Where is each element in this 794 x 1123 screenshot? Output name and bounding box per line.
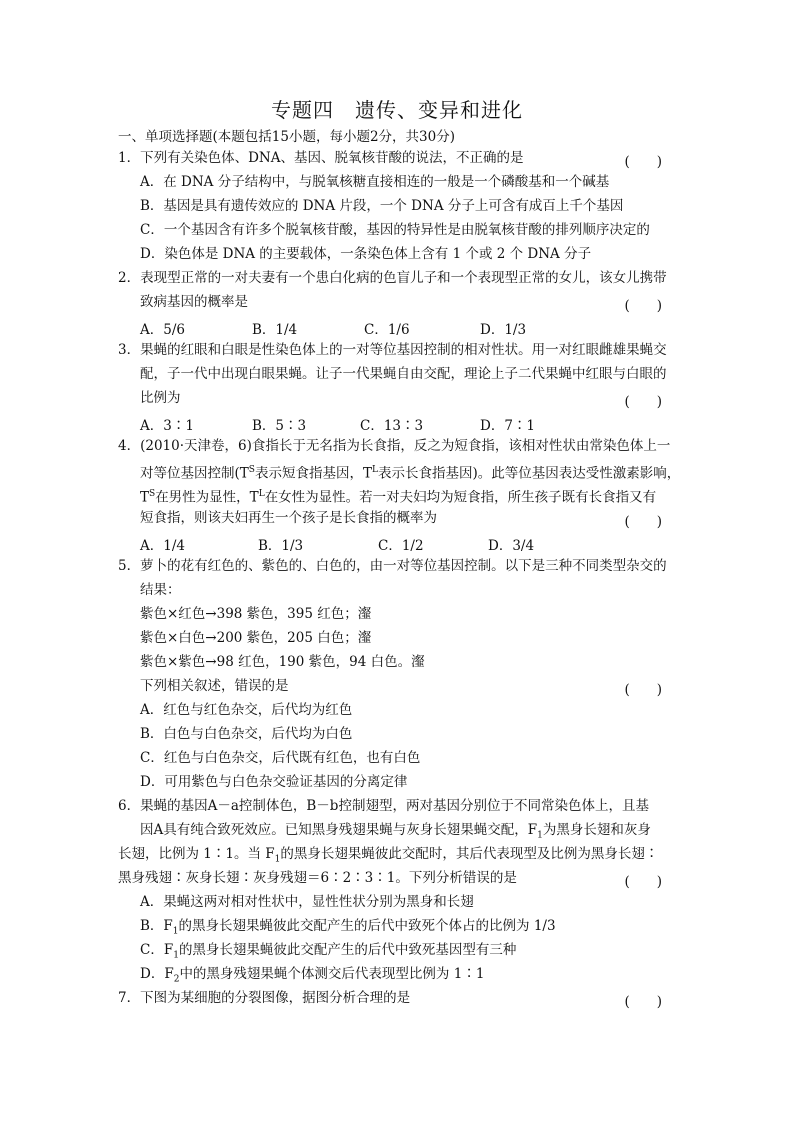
q3-stem-line2: 配，子一代中出现白眼果蝇。让子一代果蝇自由交配，理论上子二代果蝇中红眼与白眼的 <box>140 366 667 382</box>
q4-option-a: A．1/4 <box>140 538 185 554</box>
q5-cross-2 <box>140 630 371 646</box>
q4-answer-paren: ( ) <box>624 514 662 530</box>
q5-option-c: C．红色与白色杂交，后代既有红色，也有白色 <box>140 750 421 766</box>
q5-cross-3-text: 紫色×紫色→98 红色，190 紫色，94 白色。 <box>140 654 412 670</box>
q6-stem-line2-part1: 因A具有纯合致死效应。已知黑身残翅果蝇与灰身长翅果蝇交配，F <box>140 822 538 838</box>
q1-stem: 1．下列有关染色体、DNA、基因、脱氧核苷酸的说法，不正确的是 <box>118 150 524 166</box>
q6-option-d <box>140 966 484 988</box>
q2-stem-line1: 2．表现型正常的一对夫妻有一个患白化病的色盲儿子和一个表现型正常的女儿，该女儿携带 <box>118 270 667 286</box>
q6-subscript-1: 1 <box>537 830 543 841</box>
q5-stem-line3: 下列相关叙述，错误的是 <box>140 678 289 694</box>
q6-stem-line4: 黑身残翅∶灰身长翅∶灰身残翅＝6∶2∶3∶1。下列分析错误的是 <box>118 870 517 886</box>
q5-option-d: D．可用紫色与白色杂交验证基因的分离定律 <box>140 774 408 790</box>
q5-cross-2-text: 紫色×白色→200 紫色，205 白色； <box>140 630 358 646</box>
q2-stem-line2: 致病基因的概率是 <box>140 294 248 310</box>
q6-stem-line3-part1: 长翅，比例为 1∶1。当 F <box>118 846 275 862</box>
q1-option-b: B．基因是具有遗传效应的 DNA 片段，一个 DNA 分子上可含有成百上千个基因 <box>140 198 624 214</box>
q4-stem-line3-part3: 在女性为显性。若一对夫妇均为短食指，所生孩子既有长食指又有 <box>264 489 657 506</box>
q1-option-a: A．在 DNA 分子结构中，与脱氧核糖直接相连的一般是一个磷酸基和一个碱基 <box>140 174 610 190</box>
q3-stem-line3: 比例为 <box>140 390 181 406</box>
q5-option-a: A．红色与红色杂交，后代均为红色 <box>140 702 353 718</box>
q5-stem-line2: 结果： <box>140 582 181 598</box>
q3-option-a: A．3∶1 <box>140 418 194 434</box>
q5-stem-line1: 5．萝卜的花有红色的、紫色的、白色的，由一对等位基因控制。以下是三种不同类型杂交的 <box>118 558 667 574</box>
q4-option-d: D．3/4 <box>488 538 535 554</box>
q3-answer-paren: ( ) <box>624 394 662 410</box>
q4-stem-line4: 短食指，则该夫妇再生一个孩子是长食指的概率为 <box>140 510 437 526</box>
q3-options <box>140 414 535 434</box>
q6-answer-paren: ( ) <box>624 874 662 890</box>
q4-stem-line2-part1: 对等位基因控制(T <box>140 465 249 482</box>
q6-option-b-prefix: B．F <box>140 918 173 934</box>
q4-stem-line2-part3: 表示长食指基因)。此等位基因表达受性激素影响， <box>377 465 681 482</box>
q6-option-c <box>140 942 516 964</box>
q6-subscript-1: 1 <box>274 854 281 865</box>
q4-stem-line3-part2: 在男性为显性，T <box>155 489 259 506</box>
page-title: 专题四 遗传、变异和进化 <box>271 98 523 122</box>
q3-option-c: C．13∶3 <box>360 418 424 434</box>
q6-stem-line2 <box>140 822 651 844</box>
q4-stem-line3-part1: T <box>140 489 150 506</box>
q1-answer-paren: ( ) <box>624 154 662 170</box>
q5-cross-3-mark: 瀣 <box>411 654 425 670</box>
q3-stem-line1: 3．果蝇的红眼和白眼是性染色体上的一对等位基因控制的相对性状。用一对红眼雌雄果蝇交 <box>118 342 667 358</box>
q4-stem-line2 <box>140 462 680 482</box>
q5-answer-paren: ( ) <box>624 682 662 698</box>
q2-option-d: D．1/3 <box>480 322 527 338</box>
section-heading: 一、单项选择题(本题包括15小题，每小题2分，共30分) <box>118 129 455 145</box>
q4-superscript-s: S <box>248 465 255 475</box>
q2-option-b: B．1/4 <box>252 322 298 338</box>
q6-stem-line3-part2: 的黑身长翅果蝇彼此交配时，其后代表现型及比例为黑身长翅∶ <box>280 846 659 862</box>
q6-option-c-text: 的黑身长翅果蝇彼此交配产生的后代中致死基因型有三种 <box>178 942 517 958</box>
q1-option-d: D．染色体是 DNA 的主要载体，一条染色体上含有 1 个或 2 个 DNA 分子 <box>140 246 592 262</box>
q6-option-d-prefix: D．F <box>140 966 174 982</box>
q4-superscript-s: S <box>149 489 156 499</box>
q6-stem-line2-part2: 为黑身长翅和灰身 <box>542 822 651 838</box>
q4-stem-line2-part2: 表示短食指基因，T <box>254 465 372 482</box>
q4-superscript-l: L <box>371 465 378 475</box>
q5-cross-3 <box>140 654 425 670</box>
q6-option-d-text: 中的黑身残翅果蝇个体测交后代表现型比例为 1∶1 <box>179 966 485 982</box>
q2-option-c: C．1/6 <box>364 322 410 338</box>
q2-options <box>140 318 526 338</box>
q6-stem-line1: 6．果蝇的基因A－a控制体色，B－b控制翅型，两对基因分别位于不同常染色体上，且基 <box>118 798 649 814</box>
q6-subscript-1: 1 <box>172 926 179 937</box>
q5-cross-1-mark: 瀣 <box>357 606 372 622</box>
q2-option-a: A．5/6 <box>140 322 185 338</box>
q3-option-b: B．5∶3 <box>252 418 307 434</box>
q4-superscript-l: L <box>258 489 265 499</box>
q5-cross-1 <box>140 606 371 622</box>
q2-answer-paren: ( ) <box>624 298 662 314</box>
q6-stem-line3 <box>118 846 658 868</box>
q3-option-d: D．7∶1 <box>480 418 536 434</box>
q6-option-b <box>140 918 556 940</box>
q6-option-a: A．果蝇这两对相对性状中，显性性状分别为黑身和长翅 <box>140 894 474 910</box>
q4-options <box>140 534 534 554</box>
q1-option-c: C．一个基因含有许多个脱氧核苷酸，基因的特异性是由脱氧核苷酸的排列顺序决定的 <box>140 222 650 238</box>
q7-stem: 7．下图为某细胞的分裂图像，据图分析合理的是 <box>118 990 411 1006</box>
q4-stem-line3 <box>140 486 656 506</box>
q5-cross-2-mark: 瀣 <box>357 630 372 646</box>
q6-option-b-text: 的黑身长翅果蝇彼此交配产生的后代中致死个体占的比例为 1/3 <box>178 918 556 934</box>
q4-stem-line1: 4．(2010·天津卷，6)食指长于无名指为长食指，反之为短食指，该相对性状由常染色体上一 <box>118 438 671 454</box>
q6-subscript-2: 2 <box>173 974 180 985</box>
q4-option-b: B．1/3 <box>258 538 304 554</box>
q4-option-c: C．1/2 <box>378 538 424 554</box>
q7-answer-paren: ( ) <box>624 994 662 1010</box>
q5-option-b: B．白色与白色杂交，后代均为白色 <box>140 726 353 742</box>
q5-cross-1-text: 紫色×红色→398 紫色，395 红色； <box>140 606 358 622</box>
q6-option-c-prefix: C．F <box>140 942 174 958</box>
q6-subscript-1: 1 <box>173 950 179 961</box>
